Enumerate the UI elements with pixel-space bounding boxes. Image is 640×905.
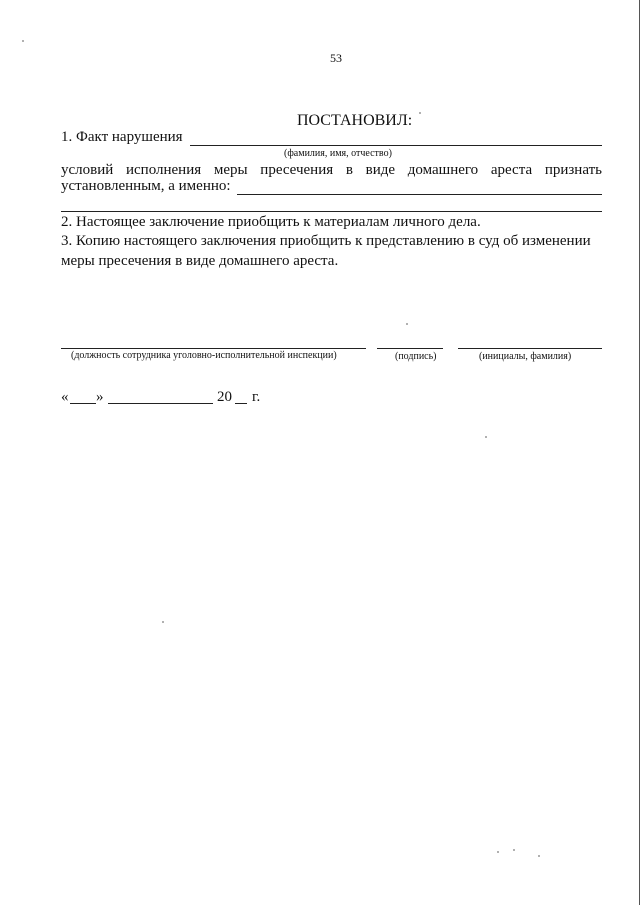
item1-line2: условий исполнения меры пресечения в виде домашнего ареста признать: [61, 162, 602, 178]
details-line-2: [61, 211, 602, 212]
item2-text: 2. Настоящее заключение приобщить к материалам личного дела.: [61, 214, 481, 230]
scan-speck: [22, 40, 24, 42]
scan-speck: [162, 621, 164, 623]
fio-caption: (фамилия, имя, отчество): [284, 148, 392, 159]
signature-line: [377, 348, 443, 349]
name-line: [458, 348, 602, 349]
scan-speck: [513, 849, 515, 851]
scan-speck: [497, 851, 499, 853]
month-line: [108, 403, 213, 404]
signature-caption: (подпись): [395, 351, 437, 362]
scan-speck: [406, 323, 408, 325]
year-prefix: 20: [217, 389, 232, 405]
resolution-heading: ПОСТАНОВИЛ:: [297, 112, 413, 129]
page-number: 53: [330, 51, 342, 65]
name-caption: (инициалы, фамилия): [479, 351, 572, 362]
details-line-1: [237, 194, 602, 195]
date-close-quote: »: [96, 389, 104, 405]
scan-speck: [419, 112, 421, 114]
fio-line: [190, 145, 602, 146]
year-line: [235, 403, 247, 404]
item1-label: 1. Факт нарушения: [61, 129, 183, 145]
position-caption: (должность сотрудника уголовно-исполнительной инспекции): [71, 350, 337, 361]
item1-line3: установленным, а именно:: [61, 178, 231, 194]
year-suffix: г.: [252, 389, 261, 405]
date-open-quote: «: [61, 389, 69, 405]
day-line: [70, 403, 96, 404]
item3-line1: 3. Копию настоящего заключения приобщить к представлению в суд об изменении: [61, 233, 591, 249]
item3-line2: меры пресечения в виде домашнего ареста.: [61, 253, 339, 269]
scan-speck: [485, 436, 487, 438]
position-line: [61, 348, 366, 349]
scan-speck: [538, 855, 540, 857]
